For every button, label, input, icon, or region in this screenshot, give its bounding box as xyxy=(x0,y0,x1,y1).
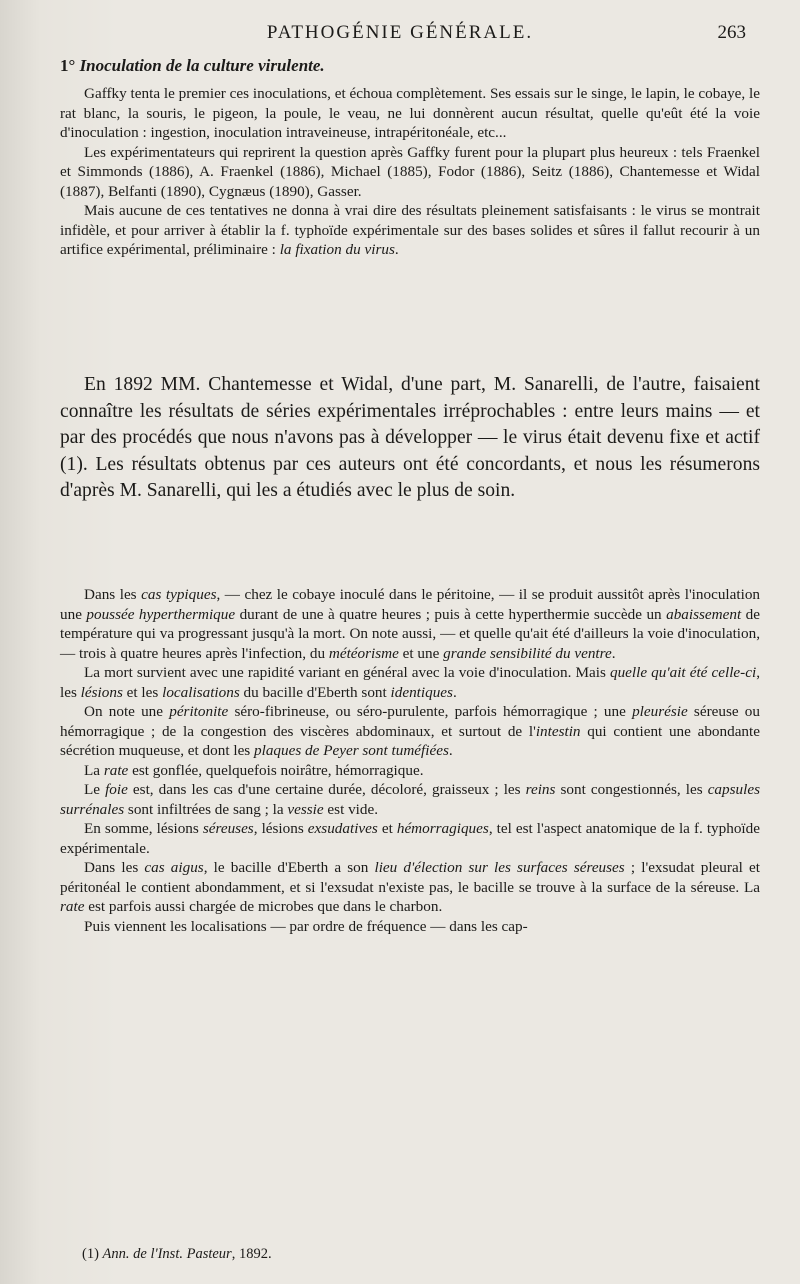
section-heading xyxy=(60,56,760,76)
paragraph-fixation: Mais aucune de ces tentatives ne donna à vrai dire des résultats pleinement satisfaisants : le virus se montrait infidèle, et pour arriver à établir la f. typhoïde expérimentale sur des bases solides et sûres il fallut recourir à un artifice expérimental, préliminaire : la fixation du virus. xyxy=(60,202,760,258)
footnote-source: Ann. de l'Inst. Pasteur xyxy=(102,1246,232,1262)
paragraph-spleen: La rate est gonflée, quelquefois noirâtre, hémorragique. xyxy=(84,761,424,779)
paragraph-typical-cases: Dans les cas typiques, — chez le cobaye inoculé dans le péritoine, — il se produit aussitôt après l'inoculation une poussée hyperthermique durant de une à quatre heures ; puis à cette hyperthermie succède un abaissement de température qui va progressant jusqu'à la mort. On note aussi, — et quelle qu'ait été d'ailleurs la voie d'inoculation, — trois à quatre heures après l'infection, du météorisme et une grande sensibilité du ventre. xyxy=(60,586,761,662)
paragraph-liver: Le foie est, dans les cas d'une certaine durée, décoloré, graisseux ; les reins sont congestionnés, les capsules surrénales sont infiltrées de sang ; la vessie est vide. xyxy=(60,781,760,818)
paragraph-peritonitis: On note une péritonite séro-fibrineuse, ou séro-purulente, parfois hémorragique ; une pleurésie séreuse ou hémorragique ; de la congestion des viscères abdominaux, et surtout de l'intestin qui contient une abondante sécrétion muqueuse, et dont les plaques de Peyer sont tuméfiées. xyxy=(60,703,760,759)
page-number: 263 xyxy=(717,22,746,43)
section-title: Inoculation de la culture virulente. xyxy=(79,56,325,75)
paragraph-chantemesse-widal: En 1892 MM. Chantemesse et Widal, d'une part, M. Sanarelli, de l'autre, faisaient connaître les résultats de séries expérimentales irréprochables : entre leurs mains — et par des procédés que nous n'avons pas à développer — le virus était devenu fixe et actif (1). Les résultats obtenus par ces auteurs ont été concordants, et nous les résumerons d'après M. Sanarelli, qui les a étudiés avec le plus de soin. xyxy=(60,374,760,502)
running-title: PATHOGÉNIE GÉNÉRALE. xyxy=(266,22,534,43)
footnote-rest: , 1892. xyxy=(231,1246,272,1262)
intro-block xyxy=(60,84,760,260)
paragraph-localisations: Puis viennent les localisations — par ordre de fréquence — dans les cap- xyxy=(84,917,528,935)
main-block xyxy=(60,372,760,505)
paragraph-experimenters: Les expérimentateurs qui reprirent la question après Gaffky furent pour la plupart plus heureux : tels Fraenkel et Simmonds (1886), A. Fraenkel (1886), Michael (1885), Fodor (1886), Seitz (1886), Chantemesse et Widal (1887), Belfanti (1890), Cygnæus (1890), Gasser. xyxy=(60,143,760,200)
page-header xyxy=(0,22,800,52)
footnote xyxy=(82,1246,272,1263)
section-number: 1° xyxy=(60,56,76,75)
paragraph-gaffky: Gaffky tenta le premier ces inoculations, et échoua complètement. Ses essais sur le singe, le lapin, le cobaye, le rat blanc, la souris, le pigeon, la poule, le veau, ne lui donnèrent aucun résultat, quelle qu'eût été la voie d'inoculation : ingestion, inoculation intraveineuse, intrapéritonéale, etc... xyxy=(60,85,760,141)
paragraph-summary: En somme, lésions séreuses, lésions exsudatives et hémorragiques, tel est l'aspect anatomique de la f. typhoïde expérimentale. xyxy=(60,820,760,857)
paragraph-death: La mort survient avec une rapidité variant en général avec la voie d'inoculation. Mais quelle qu'ait été celle-ci, les lésions et les localisations du bacille d'Eberth sont identiques. xyxy=(60,664,760,701)
paragraph-acute-cases: Dans les cas aigus, le bacille d'Eberth a son lieu d'élection sur les surfaces séreuses ; l'exsudat pleural et péritonéal le contient abondamment, et si l'exsudat n'existe pas, le bacille se trouve à la surface de la séreuse. La rate est parfois aussi chargée de microbes que dans le charbon. xyxy=(60,859,761,915)
findings-block xyxy=(60,585,760,936)
footnote-marker: (1) xyxy=(82,1246,99,1262)
